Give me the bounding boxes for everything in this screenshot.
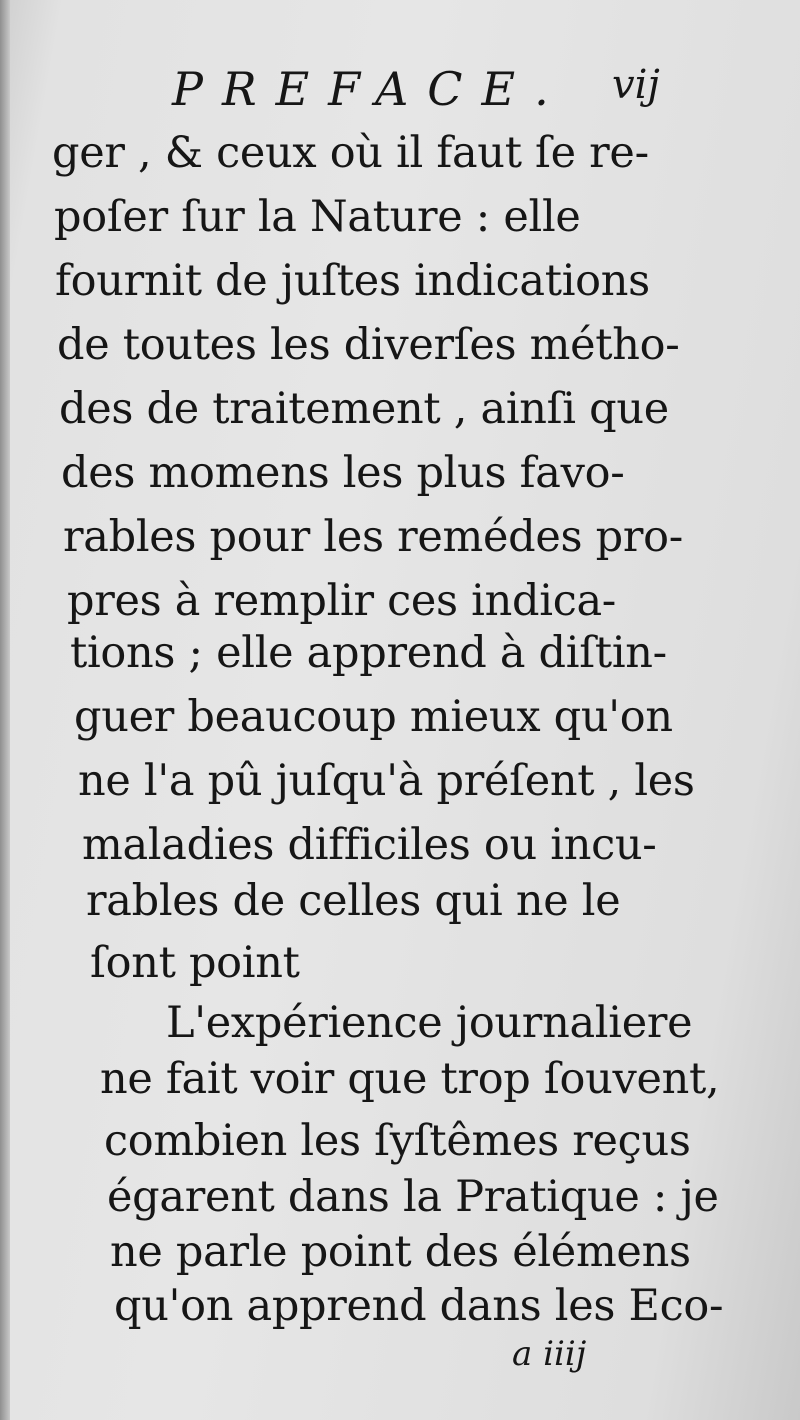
text-line: guer beaucoup mieux qu'on — [74, 692, 673, 742]
text-line: pres à remplir ces indica- — [67, 576, 617, 626]
paragraph-start-line: L'expérience journaliere — [166, 998, 693, 1048]
text-line: rables pour les remédes pro- — [63, 512, 683, 562]
page-gutter-shadow — [0, 0, 10, 1420]
text-line: ne l'a pû juſqu'à préſent , les — [78, 756, 695, 806]
text-line: des momens les plus favo- — [61, 448, 625, 498]
text-line: maladies difficiles ou incu- — [82, 820, 657, 870]
text-line: rables de celles qui ne le — [86, 876, 621, 926]
text-line: qu'on apprend dans les Eco- — [114, 1281, 724, 1331]
page-number: vij — [612, 62, 660, 108]
signature-mark: a iiij — [512, 1334, 587, 1374]
text-line: ſont point — [90, 938, 300, 988]
text-line: ger , & ceux où il faut ſe re- — [52, 128, 649, 178]
running-title: PREFACE. — [172, 62, 568, 116]
text-line: ne parle point des élémens — [110, 1227, 691, 1277]
text-line: combien les ſyſtêmes reçus — [104, 1116, 691, 1166]
page-header — [172, 62, 682, 122]
text-line: égarent dans la Pratique : je — [107, 1172, 719, 1222]
text-line: fournit de juſtes indications — [55, 256, 650, 306]
text-line: ne fait voir que trop ſouvent, — [100, 1054, 720, 1104]
text-line: des de traitement , ainſi que — [59, 384, 669, 434]
text-line: poſer ſur la Nature : elle — [54, 192, 581, 242]
text-line: tions ; elle apprend à diſtin- — [70, 628, 667, 678]
text-line: de toutes les diverſes métho- — [57, 320, 680, 370]
